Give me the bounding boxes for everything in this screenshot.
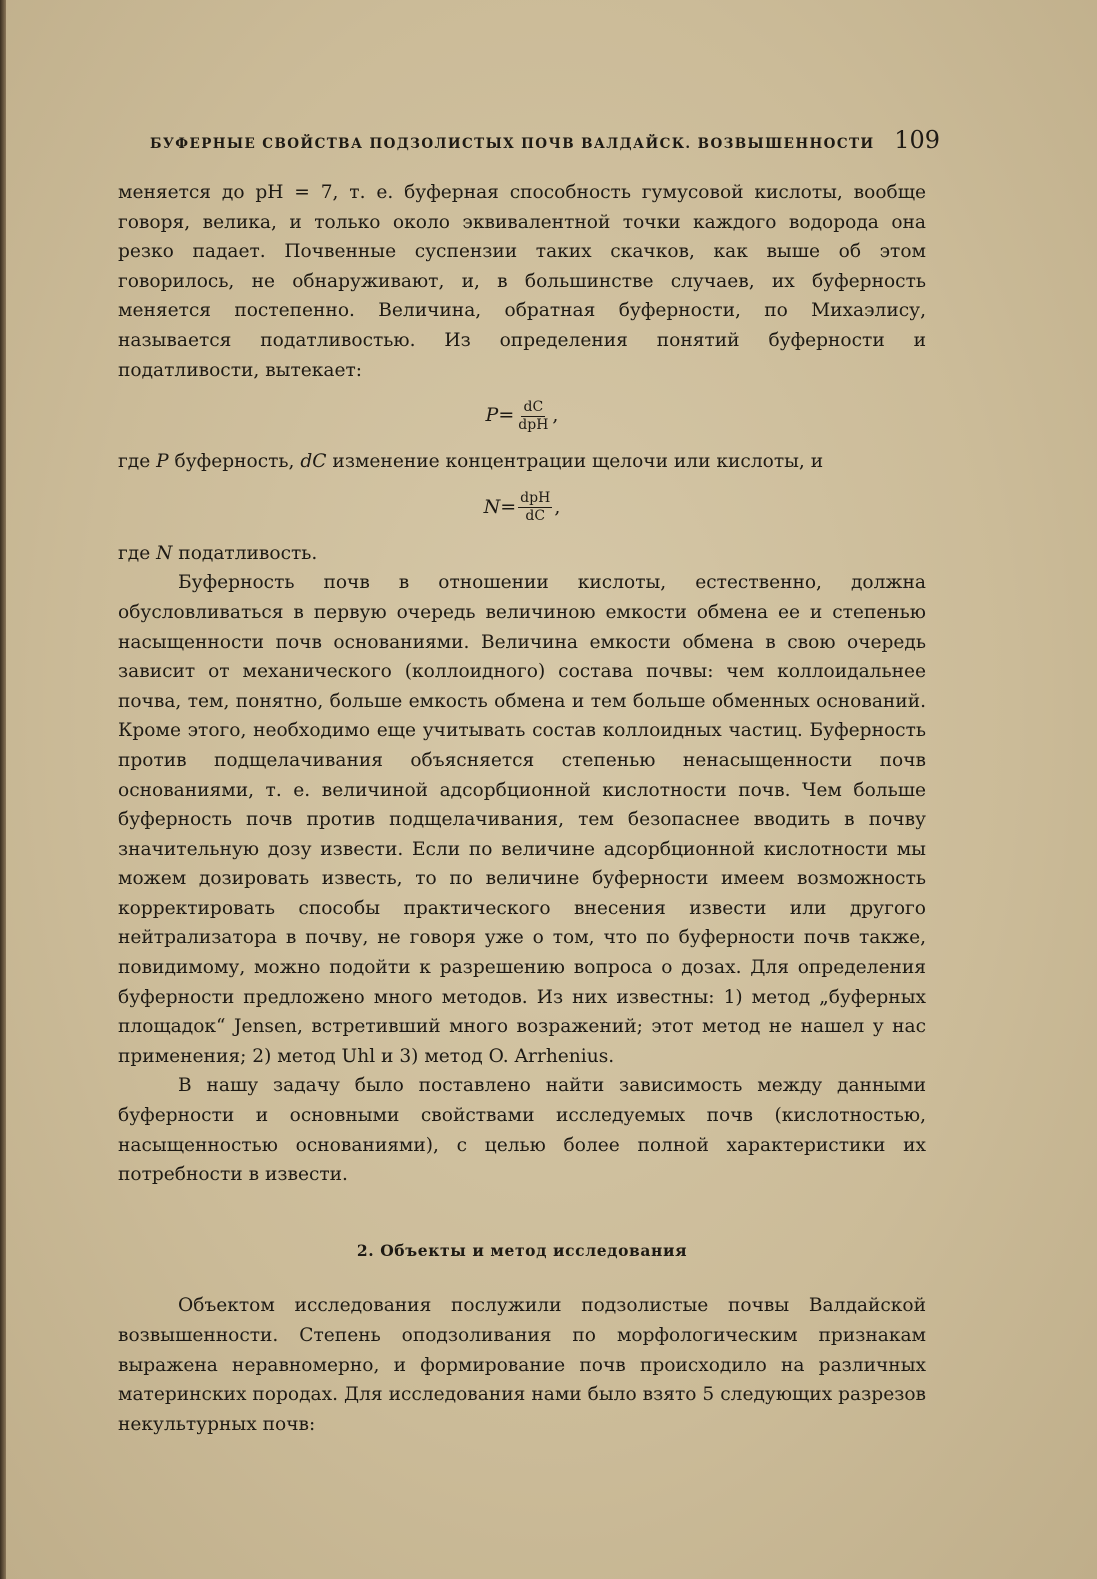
page-number: 109 [894, 126, 940, 154]
p3-text-b: податливость. [172, 542, 318, 564]
section-title: 2. Объекты и метод исследования [356, 1240, 688, 1260]
formula-2-eq: = [500, 495, 517, 518]
body-text [118, 178, 926, 1439]
formula-1-numerator: dC [523, 398, 544, 415]
formula-1-denominator: dpH [518, 416, 549, 433]
formula-1-tail: , [552, 404, 559, 427]
formula-yielding [118, 477, 926, 539]
p2-text-b: буферность, [168, 451, 301, 473]
paragraph-2 [118, 447, 926, 477]
paragraph-1: меняется до pH = 7, т. е. буферная способность гумусовой кислоты, вообще говоря, велика, и только около эквивалентной точки каждого водорода она резко падает. Почвенные суспензии таких скачков, как выше об этом говорилось, не обнаруживают, и, в большинстве случаев, их буферность меняется постепенно. Величина, обратная буферности, по Михаэлису, называется податливостью. Из определения понятий буферности и податливости, вытекает: [118, 182, 926, 381]
paragraph-5: В нашу задачу было поставлено найти зависимость между данными буферности и основными свойствами исследуемых почв (кислотностью, насыщенностью основаниями), с целью более полной характеристики их потребности в извести. [118, 1075, 926, 1186]
p2-text-a: где [118, 451, 157, 473]
page-header [150, 126, 940, 154]
formula-2-tail: , [554, 495, 561, 518]
running-head: БУФЕРНЫЕ СВОЙСТВА ПОДЗОЛИСТЫХ ПОЧВ ВАЛДАЙСК. ВОЗВЫШЕННОСТИ [150, 136, 875, 152]
formula-2-lhs: N [483, 495, 501, 518]
formula-2-numerator: dpH [520, 490, 551, 507]
paragraph-3 [118, 539, 926, 569]
page-edge-shadow [0, 0, 6, 1579]
formula-buffering [118, 385, 926, 447]
formula-2-denominator: dC [525, 508, 546, 525]
p3-text-a: где [118, 542, 157, 564]
p2-var-p: P [156, 451, 169, 473]
formula-1-fraction [516, 399, 550, 434]
paragraph-6: Объектом исследования послужили подзолистые почвы Валдайской возвышенности. Степень оподзоливания по морфологическим признакам выражена неравномерно, и формирование почв происходило на различных материнских породах. Для исследования нами было взято 5 следующих разрезов некультурных почв: [118, 1295, 926, 1435]
p2-text-c: изменение концентрации щелочи или кислоты, и [326, 451, 824, 473]
formula-2-fraction [518, 490, 552, 525]
p2-var-dc: dC [300, 451, 327, 473]
p3-var-n: N [156, 542, 173, 564]
formula-1-eq: = [498, 404, 515, 427]
formula-1-lhs: P [485, 404, 499, 427]
paragraph-4: Буферность почв в отношении кислоты, естественно, должна обусловливаться в первую очередь величиною емкости обмена ее и степенью насыщенности почв основаниями. Величина емкости обмена в свою очередь зависит от механического (коллоидного) состава почвы: чем коллоидальнее почва, тем, понятно, больше емкость обмена и тем больше обменных оснований. Кроме этого, необходимо еще учитывать состав коллоидных частиц. Буферность против подщелачивания объясняется степенью ненасыщенности почв основаниями, т. е. величиной адсорбционной кислотности почв. Чем больше буферность почв против подщелачивания, тем безопаснее вводить в почву значительную дозу извести. Если по величине адсорбционной кислотности мы можем дозировать известь, то по величине буферности имеем возможность корректировать способы практического внесения извести или другого нейтрализатора в почву, не говоря уже о том, что по буферности почв также, повидимому, можно подойти к разрешению вопроса о дозах. Для определения буферности предложено много методов. Из них известны: 1) метод „буферных площадок“ Jensen, встретивший много возражений; этот метод не нашел у нас применения; 2) метод Uhl и 3) метод O. Arrhenius. [118, 572, 926, 1067]
